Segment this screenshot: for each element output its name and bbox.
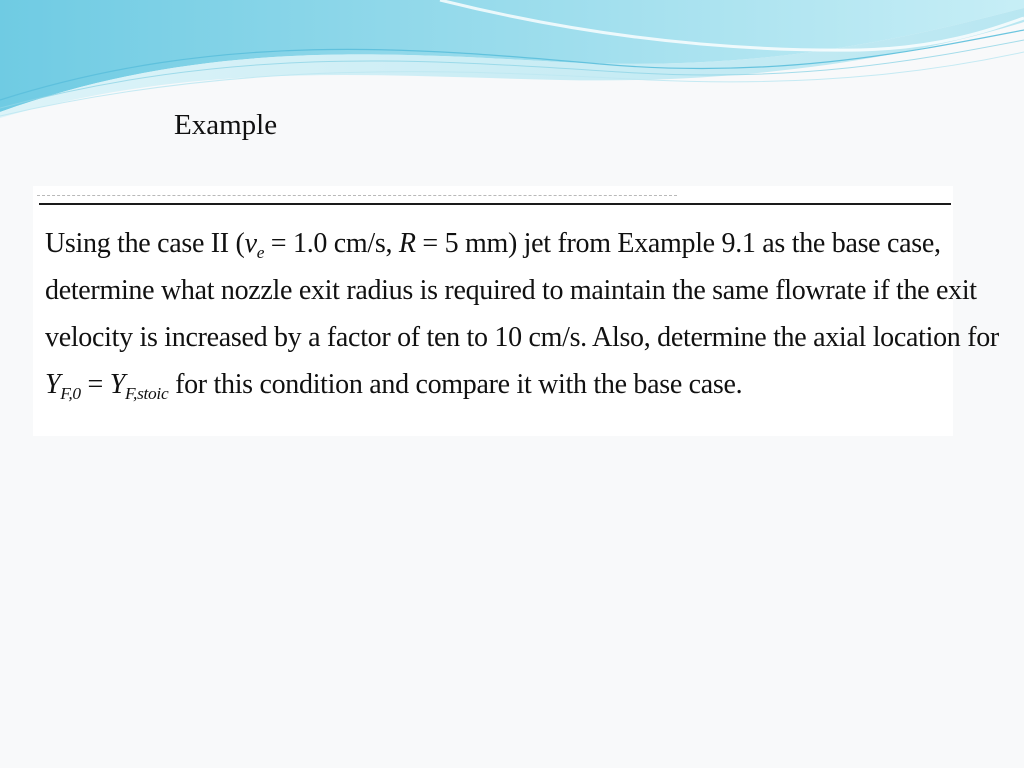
problem-line-3: velocity is increased by a factor of ten to 10 cm/s. Also, determine the axial location for [45,322,999,353]
slide-title: Example [174,109,278,141]
problem-line-4: $Y_{F,0} = Y_{F,stoic}$ for this condition and compare it with the base case. [45,369,743,404]
top-rule [39,203,951,205]
problem-text [45,220,999,408]
problem-statement-image [33,186,999,436]
problem-line-2: determine what nozzle exit radius is required to maintain the same flowrate if the exit [45,275,977,306]
faint-top-rule [37,195,677,196]
header-wave-decoration [0,0,1024,130]
problem-line-1: Using the case II ($v_e = 1.0$ cm/s, R = 5 mm) jet from Example 9.1 as the base case, [45,228,941,263]
